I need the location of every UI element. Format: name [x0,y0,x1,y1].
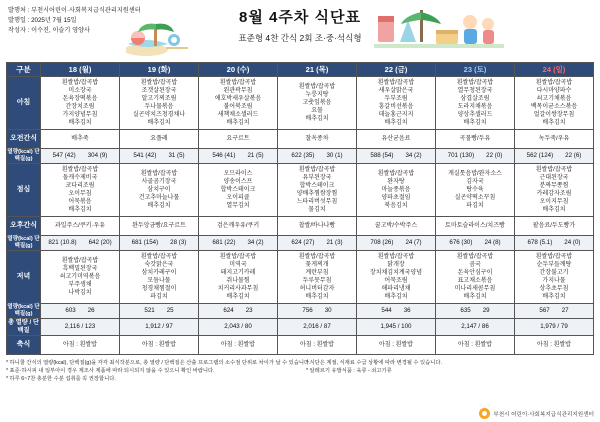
menu-cell [357,164,436,217]
snack-cell: 꿀고박/수박주스 [357,217,436,236]
menu-item: 새책채소샐러드 [217,112,259,118]
nutrition-cell [278,304,357,319]
snack-cell: 찰옥종차 [278,130,357,149]
menu-item: 삼치구이 [147,187,171,193]
menu-item: 근대된장국 [539,175,569,181]
menu-item: 오므라이스 [223,171,253,177]
kcal-value: 603 [65,307,76,314]
page-subtitle: 표준형 4찬 간식 2회 조·중·석식형 [238,33,362,43]
menu-item: 표고채소볶음 [457,278,493,284]
protein-value: 34 (2) [405,152,422,159]
table-head [7,63,594,77]
kcal-value: 681 (154) [131,239,159,246]
menu-item: 흰쌀밥/잡곡밥 [535,254,573,260]
kcal-value: 624 [223,307,234,314]
table-row [7,217,594,236]
menu-item: 흰쌀밥/잡곡밥 [298,167,336,173]
menu-item: 요물 [311,108,323,114]
snack-cell: 아침 : 흰쌀밥 [436,336,515,355]
menu-item: 쇠고기채볶음 [536,96,572,102]
menu-item: 가지나물 [542,278,566,284]
menu-item: 양상추샐러드 [457,112,493,118]
protein-value: 27 [561,307,569,314]
kcal-value: 624 (27) [291,239,315,246]
total-cell: 2,116 / 123 [41,319,120,336]
row-label: 점심 [7,164,41,217]
row-label: 열량(kcal) 단백질(g) [7,149,40,162]
menu-item: 흰쌀밥/잡곡밥 [298,84,336,90]
menu-item: 간장불고기 [539,270,569,276]
protein-value: 36 [403,307,411,314]
menu-item: 북음김치 [384,203,408,209]
menu-item: 양파초절임 [381,195,411,201]
total-cell: 2,016 / 87 [278,319,357,336]
header-day-21: 21 (목) [278,63,357,77]
row-label: 총 열량 / 단백질 [8,319,39,334]
menu-item: 양송이스프 [223,179,253,185]
menu-item: 흰쌀밥/잡곡밥 [219,254,257,260]
menu-item: 나박김치 [68,290,92,296]
total-cell: 1,945 / 100 [357,319,436,336]
nutrition-cell [120,236,199,251]
menu-item: 흰쌀밥/잡곡밥 [140,254,178,260]
protein-value: 30 [324,307,332,314]
table-header-row [7,63,594,77]
row-label: 오전간식 [7,130,41,149]
menu-item: 배추김치 [463,294,487,300]
menu-item: 배추김치 [384,294,408,300]
title-block [6,6,594,44]
menu-item: 닭개장 [387,262,405,268]
nutrition-cell [199,149,278,164]
menu-cell [41,164,120,217]
menu-item: 해파리냉채 [381,286,411,292]
protein-value: 23 [245,307,253,314]
menu-item: 오이무침 [68,191,92,197]
header-day-24: 24 (일) [515,63,594,77]
note-right-1: * 식단은 계절, 식재료 수급 상황에 따라 변경될 수 있습니다. [306,360,442,366]
menu-item: 느타리버섯무침 [296,199,338,205]
total-cell: 2,147 / 86 [436,319,515,336]
nutrition-cell [41,236,120,251]
total-cell: 2,043 / 80 [199,319,278,336]
menu-item: 물김치 [308,207,326,213]
menu-cell [436,251,515,304]
menu-item: 분짜무쫑찜 [539,183,569,189]
menu-item: 미소장국 [68,88,92,94]
kcal-value: 547 (42) [52,152,76,159]
menu-item: 흰쌀밥/잡곡밥 [61,167,99,173]
menu-item: 숙갓맑은국 [144,262,174,268]
menu-item: 배추김치 [226,294,250,300]
header-day-20: 20 (수) [199,63,278,77]
total-cell: 1,912 / 97 [120,319,199,336]
table-row [7,236,594,251]
nutrition-cell [436,304,515,319]
nutrition-cell [357,236,436,251]
menu-item: 알고기찌조림 [141,96,177,102]
menu-item: 흰쌀밥/잡곡밥 [61,258,99,264]
row-label: 아침 [7,77,41,130]
snack-cell: 아침 : 흰쌀밥 [515,336,594,355]
menu-item: 치커리사과무침 [217,286,259,292]
menu-item: 장치채김치계국양념 [369,270,423,276]
footnotes [6,359,594,383]
menu-item: 두나물볶음 [144,104,174,110]
menu-item: 파김치 [150,294,168,300]
menu-item: 돈육장떡볶음 [62,96,98,102]
menu-item: 완자탕 [387,179,405,185]
menu-item: 두루뭇무침 [302,278,332,284]
row-label: 오후간식 [7,217,41,236]
header-corner: 구분 [7,63,41,77]
table-row [7,130,594,149]
menu-item: 쥐나물찜 [226,278,250,284]
table-row [7,164,594,217]
snack-cell: 요플레 [120,130,199,149]
menu-item: 데늘홍근지지 [378,112,414,118]
snack-cell: 찹쌀/바나나빵 [278,217,357,236]
protein-value: 31 (5) [168,152,185,159]
menu-cell [515,164,594,217]
kcal-value: 635 [460,307,471,314]
menu-item: 조갯살된장국 [141,88,177,94]
menu-item: 배추김치 [147,120,171,126]
note-left-3: * 하루 6~7찬 총분한 수분 섭취를 꼭 권장합니다. [6,376,116,382]
nutrition-cell [120,149,199,164]
nutrition-cell [120,304,199,319]
menu-item: 허니버터감자 [299,286,335,292]
menu-item: 파김치 [466,203,484,209]
author-line: 작성자 : 이수진, 이슬기 영양사 [8,27,91,34]
menu-item: 유부된장국 [302,175,332,181]
nutrition-cell [278,149,357,164]
menu-item: 애호박새우살볶음 [214,96,262,102]
snack-cell: 과일주스/쿠키·우유 [41,217,120,236]
menu-item: 카레감자조림 [536,191,572,197]
menu-item: 돌캐수제비국 [62,175,98,181]
menu-item: 순두부들깨탕 [536,262,572,268]
menu-item: 부주생채 [68,282,92,288]
menu-item: 배추김치 [226,120,250,126]
menu-item: 흰쌀밥/잡곡밥 [377,80,415,86]
menu-item: 왼관곽무침 [223,88,253,94]
menu-cell [120,164,199,217]
kcal-value: 521 [144,307,155,314]
menu-item: 상추초무침 [539,286,569,292]
page-header [6,4,594,60]
menu-item: 흰쌀밥/잡곡밥 [219,80,257,86]
menu-item: 게실톳음밥/완자소스 [448,171,502,177]
menu-item: 양배추찜쌈장찜 [296,191,338,197]
menu-item: 흰쌀밥/잡곡밥 [535,167,573,173]
menu-item: 열무청된장국 [457,88,493,94]
nutrition-cell [515,149,594,164]
menu-item: 배추김치 [147,203,171,209]
menu-item: 흥갈비선볶음 [378,104,414,110]
protein-value: 24 (7) [405,239,422,246]
header-day-22: 22 (금) [357,63,436,77]
snack-cell: 팥음료/두도빵가 [515,217,594,236]
menu-item: 코다리조림 [65,183,95,189]
menu-item: 돼지고기카레 [220,270,256,276]
nutrition-cell [199,236,278,251]
menu-item: 오이피클 [226,195,250,201]
kcal-value: 622 (35) [291,152,315,159]
menu-item: 흰쌀밥/잡곡밥 [535,80,573,86]
menu-item: 불어북조림 [223,104,253,110]
menu-item: 합박스테이크 [299,183,335,189]
menu-item: 곰국 [469,262,481,268]
kcal-value: 708 (26) [370,239,394,246]
menu-item: 배추김치 [463,120,487,126]
menu-item: 사골곰기장국 [141,179,177,185]
menu-item: 백목이균소스볶음 [530,104,578,110]
snack-cell: 요구르트 [199,130,278,149]
menu-item: 마늘종볶음 [381,187,411,193]
snack-cell: 토마토슬라이스/치즈빵 [436,217,515,236]
menu-cell [436,164,515,217]
protein-value: 34 (2) [247,239,264,246]
protein-value: 22 (0) [486,152,503,159]
kcal-value: 588 (54) [370,152,394,159]
protein-value: 21 (3) [326,239,343,246]
nutrition-cell [515,236,594,251]
menu-cell [278,164,357,217]
menu-cell [278,77,357,130]
menu-item: 탕수육 [466,187,484,193]
menu-item: 김자국 [466,179,484,185]
menu-table [6,62,594,355]
menu-item: 미역국 [229,262,247,268]
menu-item: 배추김치 [384,120,408,126]
menu-item: 실곤약떡소꾸침 [454,195,496,201]
menu-cell [436,77,515,130]
menu-item: 흑백밀된장국 [62,266,98,272]
menu-item: 간장치조림 [65,104,95,110]
menu-item: 배추김치 [542,120,566,126]
footnotes-right [306,359,442,375]
menu-item: 흰쌀밥/잡곡밥 [377,171,415,177]
menu-cell [515,251,594,304]
kcal-value: 701 (130) [447,152,475,159]
nutrition-cell [436,236,515,251]
menu-item: 흰쌀밥/잡곡밥 [456,80,494,86]
nutrition-cell [41,149,120,164]
menu-item: 얼갈이쌍장무침 [533,112,575,118]
menu-cell [199,251,278,304]
page-title: 8월 4주차 식단표 [239,9,361,26]
row-label: 축식 [7,336,41,355]
snack-cell: 녹두죽/우유 [515,130,594,149]
snack-cell: 아침 : 흰쌀밥 [357,336,436,355]
kcal-value: 544 [381,307,392,314]
menu-item: 다시마양파수 [536,88,572,94]
menu-item: 오이지무침 [539,199,569,205]
menu-item: 실곤약치즈청경채나 [132,112,186,118]
menu-item: 흰쌀밥/잡곡밥 [298,254,336,260]
menu-item: 새우살맑은국 [378,88,414,94]
protein-value: 24 (8) [484,239,501,246]
menu-item: 돈육안심구이 [457,270,493,276]
protein-value: 24 (0) [564,239,581,246]
menu-item: 배추김치 [68,120,92,126]
menu-item: 꽃게찌개 [305,262,329,268]
menu-cell [41,77,120,130]
menu-item: 청경채찜절이 [141,286,177,292]
snack-cell: 배추죽 [41,130,120,149]
nutrition-cell [41,304,120,319]
snack-cell: 검은깨우유/쿠키 [199,217,278,236]
protein-value: 29 [482,307,490,314]
snack-cell: 유산균음료 [357,130,436,149]
menu-item: 가지양념무침 [62,112,98,118]
menu-cell [357,251,436,304]
menu-cell [357,77,436,130]
row-label: 열량(kcal) 단백질(g) [7,236,40,249]
menu-item: 모듬나물 [147,278,171,284]
table-row [7,77,594,130]
protein-value: 30 (1) [326,152,343,159]
menu-item: 어묵조림 [384,278,408,284]
menu-item: 어묵볶음 [68,199,92,205]
menu-cell [199,77,278,130]
nutrition-cell [199,304,278,319]
menu-cell [199,164,278,217]
kcal-value: 546 (41) [212,152,236,159]
menu-item: 배추김치 [305,294,329,300]
header-day-18: 18 (월) [41,63,120,77]
kcal-value: 676 (30) [449,239,473,246]
menu-item: 합박스테이크 [220,187,256,193]
nutrition-cell [515,304,594,319]
menu-cell [278,251,357,304]
menu-item: 배추김치 [68,207,92,213]
row-label: 열량(kcal) 단백질(g) [7,304,40,317]
menu-item: 두부조림 [384,96,408,102]
table-row [7,336,594,355]
menu-item: 흰쌀밥/잡곡밥 [140,80,178,86]
note-left-1: * 하니쿨 간식의 열량(kcal), 단백질(g)을 각각 최식작분으로, 총 열량 / 단백질은 산출 프로그램의 소수점 단위로 차이가 날 수 있습니다. [6,360,311,366]
kcal-value: 681 (22) [212,239,236,246]
menu-cell [120,77,199,130]
header-day-23: 23 (토) [436,63,515,77]
table-row [7,319,594,336]
menu-item: 배추김치 [305,116,329,122]
protein-value: 28 (3) [170,239,187,246]
logo-text: 부천시 어린이·사회복지급식관리지원센터 [493,411,594,418]
snack-cell: 아침 : 흰쌀밥 [41,336,120,355]
menu-item: 고춧잎볶음 [302,100,332,106]
note-right-2: * 알레르기 유발식품 : 육류 - 쇠고기류 [306,368,392,374]
snack-cell: 아침 : 흰쌀밥 [120,336,199,355]
menu-item: 삼겹살조림 [460,96,490,102]
table-body [7,77,594,355]
kcal-value: 562 (124) [526,152,554,159]
protein-value: 22 (6) [565,152,582,159]
menu-item: 도라지채볶음 [457,104,493,110]
menu-item: 배추김치 [542,294,566,300]
protein-value: 21 (5) [247,152,264,159]
menu-item: 흰쌀밥/잡곡밥 [377,254,415,260]
protein-value: 642 (20) [88,239,112,246]
snack-cell: 완두앙금빵/요구르트 [120,217,199,236]
menu-item: 흰쌀밥/잡곡밥 [140,171,178,177]
menu-item: 열무김치 [226,203,250,209]
protein-value: 304 (9) [87,152,108,159]
menu-cell [41,251,120,304]
menu-cell [515,77,594,130]
nutrition-cell [278,236,357,251]
header-day-19: 19 (화) [120,63,199,77]
protein-value: 26 [87,307,95,314]
nutrition-cell [357,304,436,319]
protein-value: 25 [166,307,174,314]
kcal-value: 567 [539,307,550,314]
kcal-value: 756 [302,307,313,314]
kcal-value: 821 (10.8) [48,239,77,246]
table-row [7,149,594,164]
publisher-line: 발행처 : 부천시어린이·사회복지급식관리지원센터 [8,7,141,14]
note-left-2: * 표준·하시피 내 일부아이 경우 제조사 제품에 따라 되시되지 않을 수 있으니 확인 바랍니다. [6,368,215,374]
row-label: 저녁 [7,251,41,304]
menu-item: 미나리새콤무침 [454,286,496,292]
table-row [7,304,594,319]
total-cell: 1,979 / 79 [515,319,594,336]
snack-cell: 아침 : 흰쌀밥 [278,336,357,355]
kcal-value: 541 (42) [133,152,157,159]
menu-item: 배추김치 [542,207,566,213]
menu-item: 흰쌀밥/잡곡밥 [61,80,99,86]
table-row [7,251,594,304]
snack-cell: 곡물빵/두유 [436,130,515,149]
snack-cell: 아침 : 흰쌀밥 [199,336,278,355]
nutrition-cell [436,149,515,164]
menu-item: 쇠고기미역볶음 [59,274,101,280]
kcal-value: 678 (5.1) [527,239,553,246]
organization-logo [479,408,594,419]
menu-cell [120,251,199,304]
logo-mark-icon [479,408,490,419]
nutrition-cell [357,149,436,164]
menu-item: 누룽지탕 [305,92,329,98]
publish-date-line: 발행일 : 2025년 7월 15일 [8,17,77,24]
menu-item: 건고추마늘나물 [138,195,180,201]
menu-item: 흰쌀밥/잡곡밥 [456,254,494,260]
menu-item: 계란부침 [305,270,329,276]
menu-item: 삼치카레구이 [141,270,177,276]
